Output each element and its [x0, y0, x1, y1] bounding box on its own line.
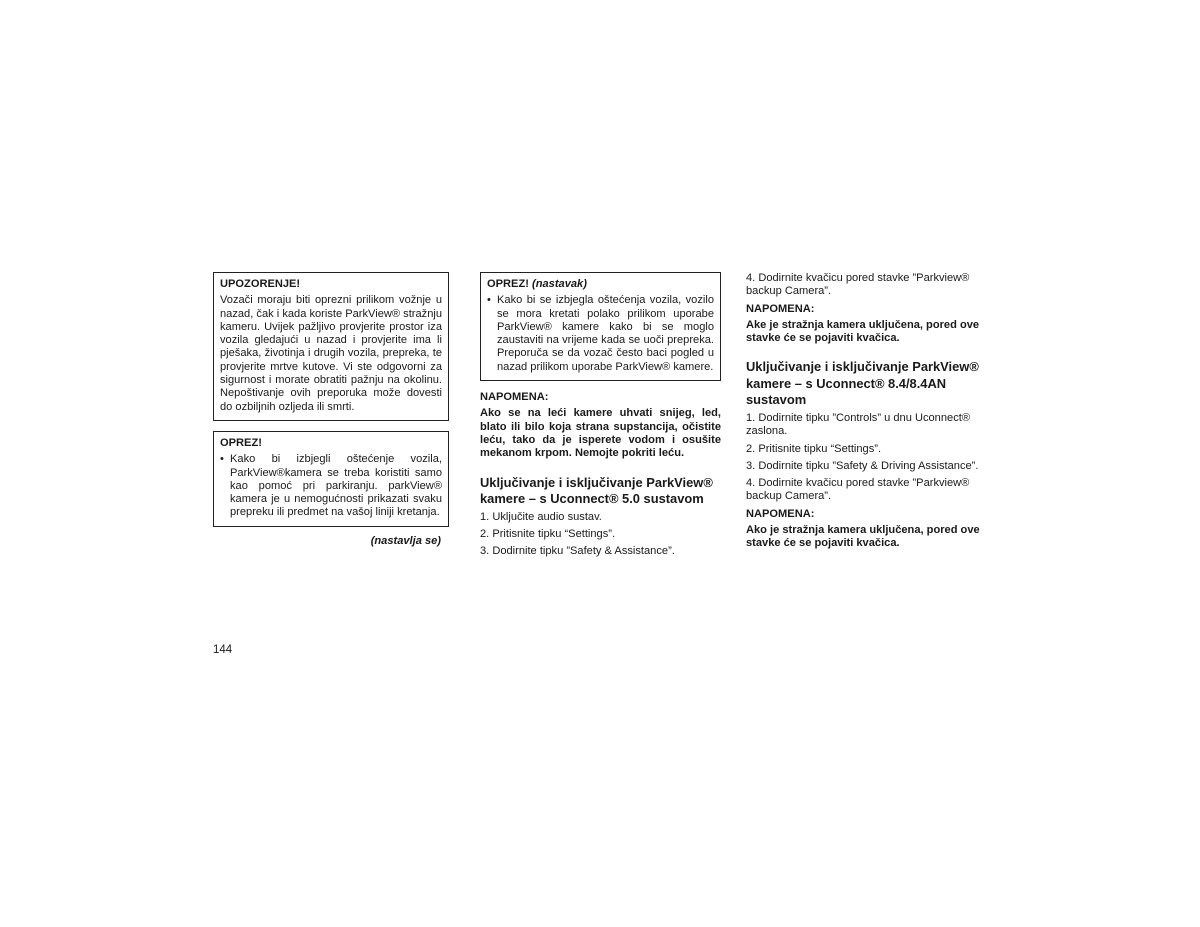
caution-title-suffix: (nastavak): [532, 278, 587, 290]
continued-label: (nastavlja se): [370, 534, 441, 547]
section-heading: Uključivanje i isključivanje ParkView® kamere – s Uconnect® 5.0 sustavom: [480, 474, 713, 507]
step-item: 2. Pritisnite tipku “Settings”.: [746, 442, 882, 455]
bullet-icon: •: [220, 453, 224, 466]
column-middle: [480, 272, 721, 562]
caution-bullet-text: Kako bi izbjegli oštećenje vozila, ParkView®kamera se treba koristiti samo kao pomoć pri parkiranju. parkView® kamera je u nemogućnosti prikazati svaku prepreku ili predmet na vašoj liniji kretanja.: [230, 453, 442, 519]
step-item: 1. Uključite audio sustav.: [480, 510, 602, 523]
column-left: [213, 272, 449, 548]
note-title: NAPOMENA:: [480, 391, 549, 404]
caution-bullet-text: Kako bi se izbjegla oštećenja vozila, vozilo se mora kretati polako prilikom uporabe ParkView® kamere kako bi se moglo zaustaviti na vrijeme kada se uoči prepreka. Preporuča se da vozač često baci pogled u nazad prilikom uporabe ParkView® kamere.: [497, 294, 714, 373]
step-item: 2. Pritisnite tipku “Settings”.: [480, 527, 616, 540]
warning-title: UPOZORENJE!: [220, 278, 301, 290]
step-item: 4. Dodirnite kvačicu pored stavke ”Parkview® backup Camera”.: [746, 272, 970, 298]
note-title: NAPOMENA:: [746, 507, 815, 520]
caution-title: OPREZ!: [220, 436, 262, 449]
page-number: 144: [213, 644, 233, 656]
caution-box: [213, 431, 449, 527]
note-text: Ako je stražnja kamera uključena, pored ove stavke će se pojaviti kvačica.: [746, 524, 980, 550]
caution-bullet: [220, 453, 442, 519]
bullet-icon: •: [487, 294, 491, 307]
warning-text: Vozači moraju biti oprezni prilikom vožnje u nazad, čak i kada koriste ParkView® stražnju kameru. Uvijek pažljivo provjerite prostor iza vozila gledajući u nazad i provjerite ima li pješaka, životinja i drugih vozila, prepreka, te provjerite mrtve kutove. Vi ste odgovorni za sigurnost i morate obratiti pažnju na okolinu. Nepoštivanje ovih preporuka može dovesti do ozbiljnih ozljeda ili smrti.: [220, 294, 442, 413]
note-text: Ako se na leći kamere uhvati snijeg, led, blato ili bilo koja strana supstancija, očistite leću, tako da je isperete vodom i osušite mekanom krpom. Nemojte pokriti leću.: [480, 407, 721, 460]
note-text: Ake je stražnja kamera uključena, pored ove stavke će se pojaviti kvačica.: [746, 318, 980, 345]
step-item: 3. Dodirnite tipku ”Safety & Assistance”.: [480, 545, 675, 558]
caution-title-text: OPREZ!: [487, 278, 529, 290]
warning-box: [213, 272, 449, 421]
step-item: 1. Dodirnite tipku ”Controls” u dnu Uconnect® zaslona.: [746, 411, 970, 438]
column-right: [746, 272, 987, 551]
caution-title-continued: [487, 278, 714, 291]
step-item: 3. Dodirnite tipku ”Safety & Driving Assistance”.: [746, 459, 979, 472]
section-heading: Uključivanje i isključivanje ParkView® kamere – s Uconnect® 8.4/8.4AN sustavom: [746, 359, 979, 408]
caution-box-continued: [480, 272, 721, 381]
note-title: NAPOMENA:: [746, 302, 815, 315]
step-item: 4. Dodirnite kvačicu pored stavke ”Parkview® backup Camera”.: [746, 477, 970, 503]
caution-bullet: [487, 294, 714, 374]
